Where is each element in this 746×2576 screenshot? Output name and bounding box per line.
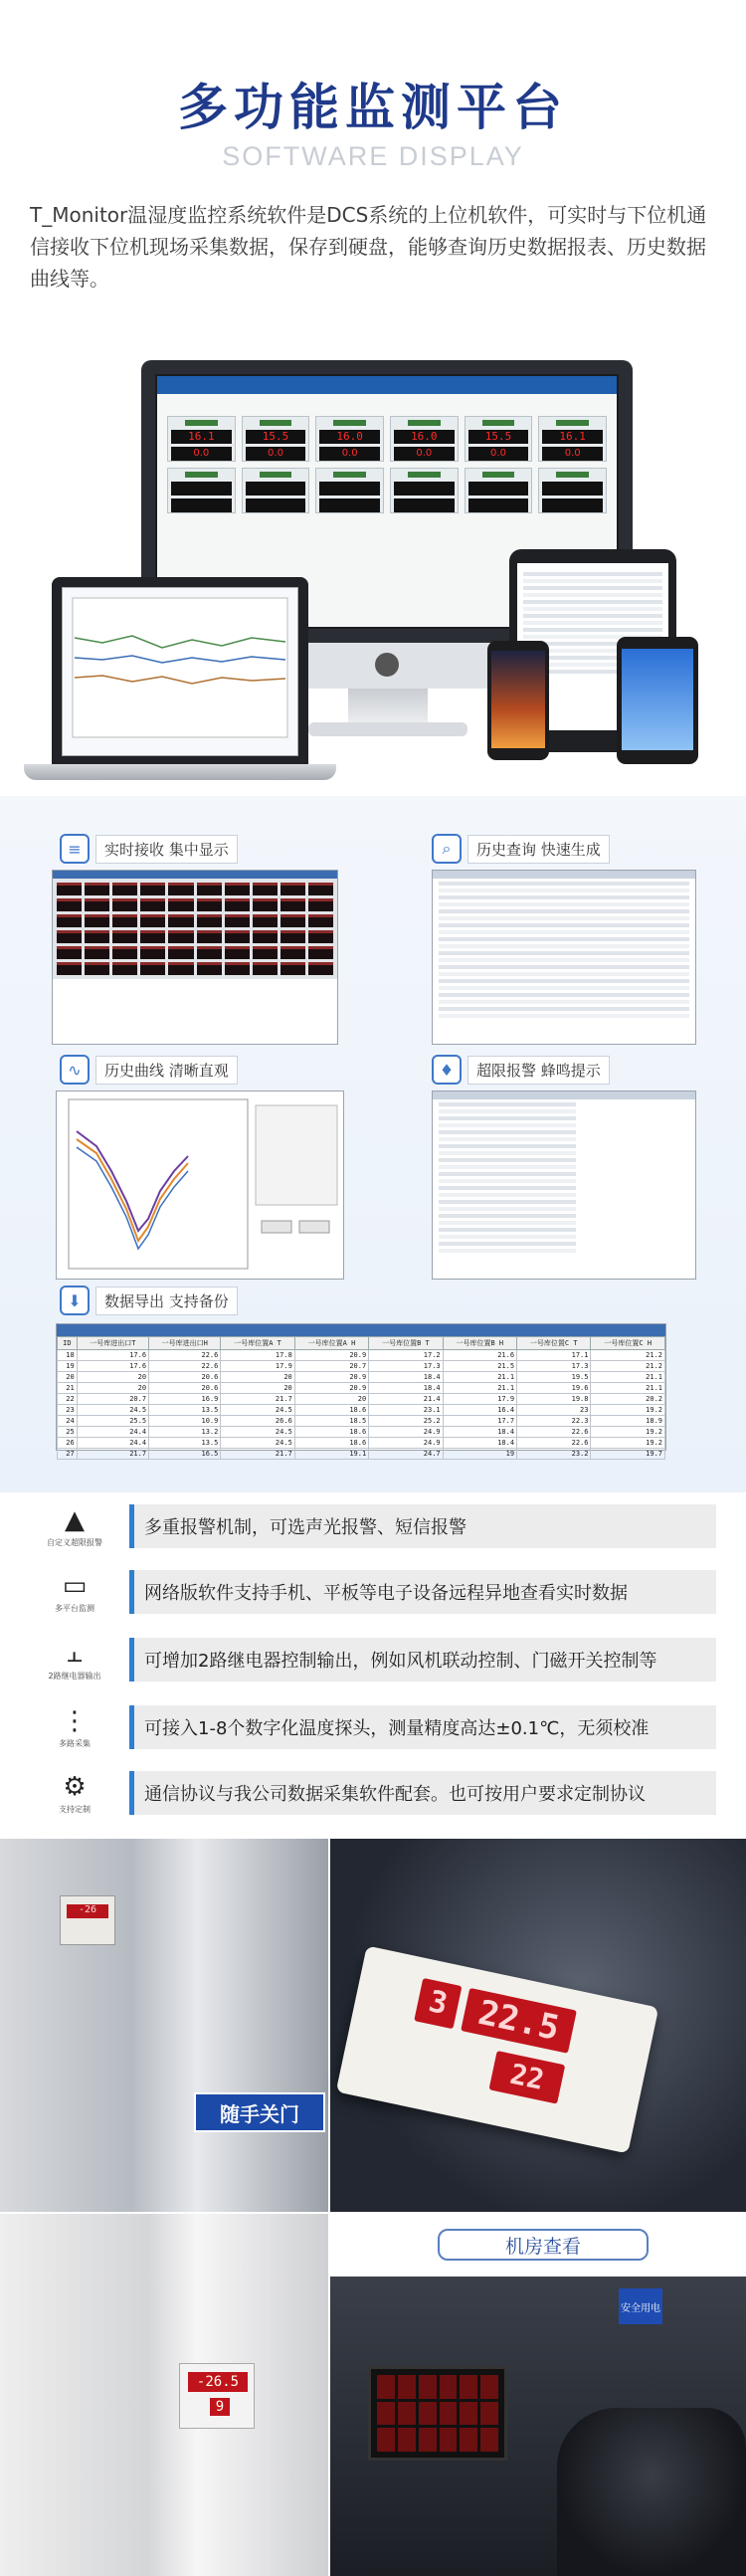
clipboard-icon: ≡ [60,834,90,864]
table-cell: 19.7 [591,1449,665,1460]
magnifier-icon: ⌕ [432,834,462,864]
bullet-custom: ⚙ 支持定制 通信协议与我公司数据采集软件配套。也可按用户要求定制协议 [30,1765,716,1821]
phone-right [617,637,698,764]
table-cell: 16.9 [149,1394,221,1405]
safety-sign: 安全用电 [619,2288,662,2324]
multi-screen-icon: ▭ [62,1570,88,1601]
table-cell: 17.6 [77,1350,148,1361]
probe-icon: ⋮ [62,1705,88,1736]
server-room-pc-monitor [368,2366,507,2461]
table-cell: 25 [58,1427,78,1438]
table-cell: 19 [443,1449,516,1460]
table-cell: 21 [58,1383,78,1394]
sensor-cell [390,468,459,513]
table-cell: 20 [58,1372,78,1383]
table-cell: 18.4 [369,1383,443,1394]
bullet-relay: ⫠ 2路继电器输出 可增加2路继电器控制输出，例如风机联动控制、门磁开关控制等 [30,1632,716,1687]
table-cell: 21.1 [591,1383,665,1394]
table-cell: 26.6 [221,1416,294,1427]
export-data-table: ID 一号库进出口T 一号库进出口H 一号库位置A T 一号库位置A H 一号库位置B T 一号库位置B H 一号库位置C T 一号库位置C H 18 17.6 22.6 17.8 20.9 17.2 21.6 17.1 21.2 19 17.6 22.6 17.9 20.7 17.3 21.5 17.3 21.2 20 20 20.6 20 20.9 18.4 21.1 19.5 21.1 21 20 20.6 20 20.9 18.4 21.1 19.6 21.1 22 20.7 16.9 21.7 20 21.4 17.9 19.8 20.2 23 24.5 13.5 24.5 18.6 23.1 16.4 23 19.2 24 25.5 10.9 26.6 18.5 25.2 17.7 22.3 18.9 25 24.4 13.2 24.5 18.6 24.9 18.4 22.6 19.2 26 24.4 13.5 24.5 18.6 24.9 18.4 22.6 19.2 27 21.7 16.5 21.7 19.1 24.7 19 23.2 19.7 [57,1336,665,1460]
sensor-cell: 16.1 0.0 [538,416,607,462]
table-cell: 21.1 [591,1372,665,1383]
sensor-cell [315,468,384,513]
table-cell: 24.7 [369,1449,443,1460]
table-cell: 20.9 [294,1383,368,1394]
history-curve-chart [57,1091,345,1281]
monitor-stand [348,689,428,726]
table-cell: 19.2 [591,1438,665,1449]
export-icon: ⬇ [60,1286,90,1315]
bulb-icon: ♦ [432,1055,462,1085]
table-cell: 24.4 [77,1427,148,1438]
table-cell: 24.5 [221,1427,294,1438]
phone-left-screen [491,651,545,748]
table-cell: 18.9 [591,1416,665,1427]
table-row [58,1427,665,1438]
table-cell: 17.1 [517,1350,591,1361]
table-cell: 13.5 [149,1405,221,1416]
feature-history-query-label: ⌕ 历史查询 快速生成 [432,834,610,864]
table-cell: 24.9 [369,1438,443,1449]
siren-icon: ▲ [65,1504,85,1535]
table-cell: 18.5 [294,1416,368,1427]
table-cell: 26 [58,1438,78,1449]
laptop-base [24,764,336,780]
table-cell: 20.6 [149,1372,221,1383]
table-row [58,1405,665,1416]
bullet-multi-platform: ▭ 多平台监测 网络版软件支持手机、平板等电子设备远程异地查看实时数据 [30,1564,716,1620]
table-cell: 20 [77,1383,148,1394]
table-cell: 21.6 [443,1350,516,1361]
table-cell: 24 [58,1416,78,1427]
table-cell: 13.5 [149,1438,221,1449]
apple-logo-icon [375,653,399,677]
table-cell: 20.7 [77,1394,148,1405]
table-cell: 19.2 [591,1405,665,1416]
table-cell: 20.7 [294,1361,368,1372]
table-cell: 21.1 [443,1383,516,1394]
table-cell: 16.5 [149,1449,221,1460]
table-cell: 23 [517,1405,591,1416]
table-cell: 21.5 [443,1361,516,1372]
table-row [58,1449,665,1460]
table-cell: 17.6 [77,1361,148,1372]
table-row [58,1394,665,1405]
table-cell: 21.7 [77,1449,148,1460]
table-cell: 18.6 [294,1438,368,1449]
table-cell: 17.8 [221,1350,294,1361]
table-cell: 24.5 [77,1405,148,1416]
operator-person [557,2408,746,2576]
table-cell: 21.4 [369,1394,443,1405]
table-cell: 13.2 [149,1427,221,1438]
table-cell: 22.3 [517,1416,591,1427]
table-cell: 21.7 [221,1449,294,1460]
phone-right-screen [622,649,693,750]
table-cell: 23.1 [369,1405,443,1416]
table-cell: 18.4 [443,1438,516,1449]
laptop-screen [62,587,298,756]
table-cell: 17.3 [517,1361,591,1372]
table-cell: 24.5 [221,1405,294,1416]
room-view-title: 机房查看 [438,2229,649,2261]
laptop-curve-chart [63,588,297,755]
table-cell: 19.5 [517,1372,591,1383]
freezer-sensor-device: -26.5 9 [179,2363,255,2429]
table-cell: 10.9 [149,1416,221,1427]
table-cell: 20 [221,1383,294,1394]
sensor-cell: 16.0 0.0 [390,416,459,462]
table-cell: 18.6 [294,1405,368,1416]
table-cell: 20.9 [294,1350,368,1361]
table-cell: 22.6 [517,1438,591,1449]
history-curve-screenshot [56,1090,344,1280]
table-cell: 24.4 [77,1438,148,1449]
table-cell: 21.2 [591,1350,665,1361]
table-cell: 19.8 [517,1394,591,1405]
table-cell: 24.9 [369,1427,443,1438]
intro-paragraph: T_Monitor温湿度监控系统软件是DCS系统的上位机软件，可实时与下位机通信接收下位机现场采集数据，保存到硬盘，能够查询历史数据报表、历史数据曲线等。 [30,203,707,291]
table-row [58,1372,665,1383]
table-cell: 17.3 [369,1361,443,1372]
table-cell: 17.7 [443,1416,516,1427]
page-title: 多功能监测平台 [178,79,568,136]
table-cell: 20.6 [149,1383,221,1394]
table-cell: 21.7 [221,1394,294,1405]
history-query-screenshot [432,870,696,1045]
table-cell: 17.9 [443,1394,516,1405]
wall-sensor-device: -26 [60,1895,115,1945]
table-row [58,1350,665,1361]
sensor-cell: 16.0 0.0 [315,416,384,462]
table-row [58,1361,665,1372]
phone-left [487,641,549,760]
sensor-cell [242,468,310,513]
table-cell: 16.4 [443,1405,516,1416]
sensor-cell: 16.1 0.0 [167,416,236,462]
table-cell: 23.2 [517,1449,591,1460]
table-row [58,1416,665,1427]
monitor-base [308,722,467,736]
table-cell: 21.1 [443,1372,516,1383]
tools-icon: ⚙ [63,1771,87,1802]
table-cell: 18 [58,1350,78,1361]
table-cell: 20 [221,1372,294,1383]
bullet-alarm: ▲ 自定义超限报警 多重报警机制，可选声光报警、短信报警 [30,1498,716,1554]
table-cell: 18.4 [369,1372,443,1383]
table-cell: 19 [58,1361,78,1372]
realtime-screenshot [52,870,338,1045]
table-row [58,1438,665,1449]
feature-history-curve-label: ∿ 历史曲线 清晰直观 [60,1055,238,1085]
table-cell: 20.9 [294,1372,368,1383]
monitor-app-titlebar [157,376,617,394]
table-row [58,1383,665,1394]
table-cell: 19.6 [517,1383,591,1394]
table-cell: 20 [294,1394,368,1405]
monitor-sensor-grid [157,412,617,517]
sensor-cell [167,468,236,513]
table-cell: 17.2 [369,1350,443,1361]
table-cell: 18.6 [294,1427,368,1438]
table-cell: 18.4 [443,1427,516,1438]
table-cell: 25.2 [369,1416,443,1427]
photo-cold-room-door [0,1839,328,2212]
laptop [52,577,308,764]
table-cell: 20 [77,1372,148,1383]
bullet-probe: ⋮ 多路采集 可接入1-8个数字化温度探头，测量精度高达±0.1℃，无须校准 [30,1699,716,1755]
door-sign: 随手关门 [194,2092,325,2132]
table-cell: 19.2 [591,1427,665,1438]
table-cell: 19.1 [294,1449,368,1460]
sensor-cell: 15.5 0.0 [242,416,310,462]
feature-export-label: ⬇ 数据导出 支持备份 [60,1286,238,1315]
page-subtitle: SOFTWARE DISPLAY [222,141,524,171]
table-cell: 21.2 [591,1361,665,1372]
sensor-cell [465,468,533,513]
sensor-cell: 15.5 0.0 [465,416,533,462]
monitor-app-header [157,394,617,412]
table-cell: 17.9 [221,1361,294,1372]
table-cell: 25.5 [77,1416,148,1427]
table-cell: 23 [58,1405,78,1416]
table-cell: 24.5 [221,1438,294,1449]
table-cell: 22.6 [517,1427,591,1438]
table-cell: 22.6 [149,1361,221,1372]
table-cell: 27 [58,1449,78,1460]
alarm-screenshot [432,1090,696,1280]
table-cell: 20.2 [591,1394,665,1405]
feature-realtime-label: ≡ 实时接收 集中显示 [60,834,238,864]
feature-alarm-label: ♦ 超限报警 蜂鸣提示 [432,1055,610,1085]
temperature-monitor-device: 22.5 3 22 [336,1945,659,2153]
export-table-screenshot [56,1323,666,1458]
sensor-cell [538,468,607,513]
relay-icon: ⫠ [67,1638,83,1669]
photo-freezer-wall [0,2214,328,2576]
curve-chart-icon: ∿ [60,1055,90,1085]
table-cell: 22.6 [149,1350,221,1361]
table-cell: 22 [58,1394,78,1405]
